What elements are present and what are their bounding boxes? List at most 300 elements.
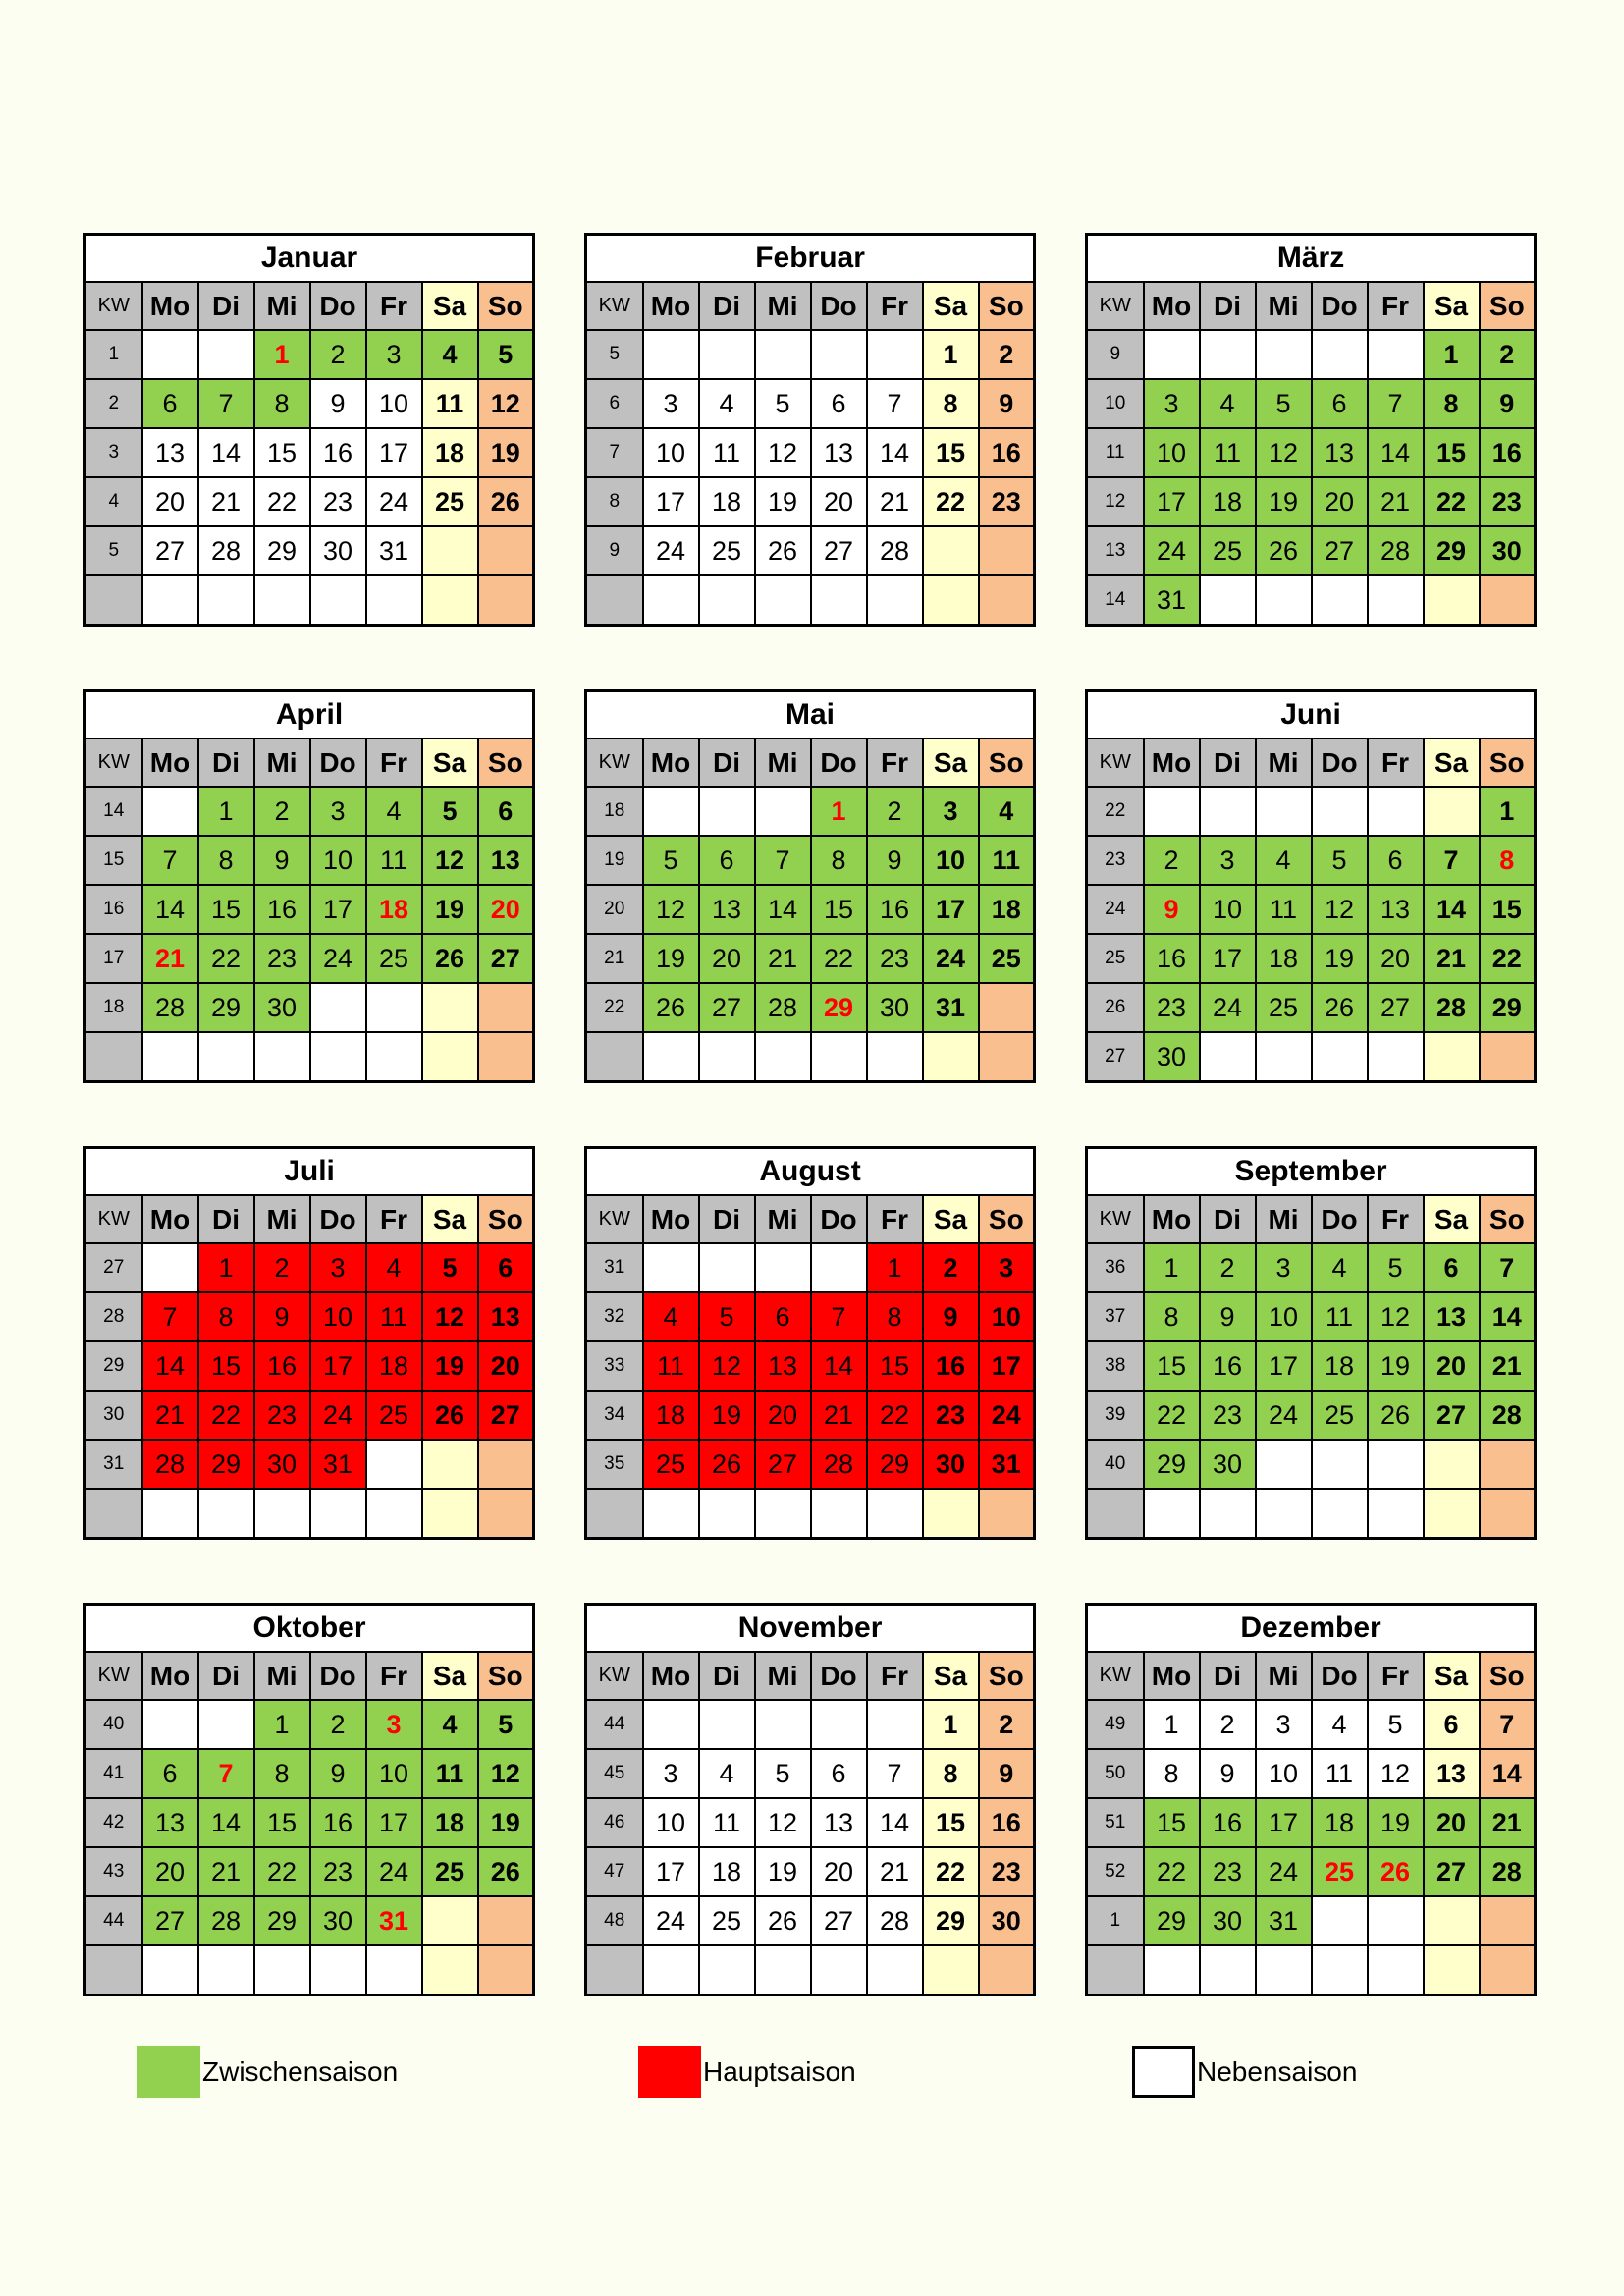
weekday-header-di: Di [1200,1195,1256,1243]
day-cell: 21 [1480,1341,1536,1391]
kw-cell: 10 [1087,379,1144,428]
kw-column-header: KW [586,1652,643,1700]
day-cell: 19 [478,1798,534,1847]
weekday-header-fr: Fr [867,1652,923,1700]
kw-cell: 39 [1087,1391,1144,1440]
day-cell: 22 [1480,934,1536,983]
day-cell: 4 [1312,1243,1368,1292]
empty-day-cell [811,1032,867,1082]
day-cell: 6 [1424,1700,1480,1749]
day-cell: 2 [923,1243,979,1292]
day-cell: 25 [1256,983,1312,1032]
weekday-header-fr: Fr [366,1652,422,1700]
day-cell: 7 [1368,379,1424,428]
day-cell: 13 [1424,1749,1480,1798]
kw-cell: 1 [85,330,142,379]
empty-day-cell [310,1032,366,1082]
weekday-header-fr: Fr [867,738,923,787]
kw-cell: 27 [85,1243,142,1292]
week-row [1087,428,1536,477]
day-cell: 7 [811,1292,867,1341]
day-cell: 25 [1312,1391,1368,1440]
empty-day-cell [1368,1032,1424,1082]
empty-day-cell [1200,1489,1256,1539]
empty-day-cell [1312,787,1368,836]
day-cell: 9 [254,836,310,885]
empty-day-cell [422,983,478,1032]
empty-day-cell [142,787,198,836]
week-row [1087,1896,1536,1945]
weekday-header-mo: Mo [643,1195,699,1243]
weekday-header-sa: Sa [923,738,979,787]
weekday-header-fr: Fr [1368,282,1424,330]
day-cell: 12 [478,379,534,428]
empty-day-cell [310,575,366,626]
kw-cell [586,1489,643,1539]
empty-day-cell [755,1032,811,1082]
week-row [586,575,1035,626]
empty-day-cell [1424,1032,1480,1082]
empty-day-cell [366,1489,422,1539]
week-row [586,1847,1035,1896]
day-cell: 5 [422,1243,478,1292]
day-cell: 30 [1200,1440,1256,1489]
day-cell: 27 [811,1896,867,1945]
day-cell: 30 [310,1896,366,1945]
day-cell: 15 [867,1341,923,1391]
month-title-row [85,691,534,739]
empty-day-cell [1368,787,1424,836]
weekday-header-mo: Mo [643,1652,699,1700]
empty-day-cell [478,983,534,1032]
day-cell: 13 [478,1292,534,1341]
weekday-header-row [1087,738,1536,787]
week-row [586,330,1035,379]
day-cell: 31 [310,1440,366,1489]
weekday-header-sa: Sa [923,282,979,330]
day-cell: 14 [1424,885,1480,934]
empty-day-cell [1200,575,1256,626]
day-cell: 27 [1368,983,1424,1032]
day-cell: 15 [198,1341,254,1391]
day-cell: 20 [142,477,198,526]
week-row [1087,836,1536,885]
empty-day-cell [1144,787,1200,836]
weekday-header-so: So [478,1652,534,1700]
kw-cell: 27 [1087,1032,1144,1082]
day-cell: 7 [1480,1243,1536,1292]
empty-day-cell [1256,1945,1312,1995]
day-cell: 18 [979,885,1035,934]
empty-day-cell [478,1489,534,1539]
week-row [1087,1341,1536,1391]
day-cell: 3 [643,1749,699,1798]
day-cell: 2 [310,330,366,379]
empty-day-cell [1480,1489,1536,1539]
week-row [586,526,1035,575]
weekday-header-row [1087,1195,1536,1243]
day-cell: 19 [1368,1798,1424,1847]
week-row [1087,1847,1536,1896]
day-cell: 19 [755,1847,811,1896]
empty-day-cell [1480,1032,1536,1082]
month-title-row [85,235,534,283]
week-row [85,1292,534,1341]
kw-column-header: KW [1087,738,1144,787]
day-cell: 10 [643,1798,699,1847]
day-cell: 12 [1256,428,1312,477]
day-cell: 30 [1144,1032,1200,1082]
empty-day-cell [699,1700,755,1749]
kw-column-header: KW [586,282,643,330]
day-cell: 30 [310,526,366,575]
month-title-mai: Mai [586,691,1035,739]
kw-cell [586,1032,643,1082]
kw-cell: 40 [1087,1440,1144,1489]
weekday-header-sa: Sa [422,282,478,330]
day-cell: 14 [867,1798,923,1847]
month-table-februar [584,233,1036,627]
day-cell: 16 [867,885,923,934]
weekday-header-mi: Mi [1256,1195,1312,1243]
month-title-februar: Februar [586,235,1035,283]
day-cell: 1 [811,787,867,836]
kw-cell [85,575,142,626]
day-cell: 4 [422,1700,478,1749]
day-cell: 8 [198,836,254,885]
day-cell: 19 [478,428,534,477]
weekday-header-mi: Mi [1256,738,1312,787]
day-cell: 16 [1200,1798,1256,1847]
day-cell: 9 [867,836,923,885]
kw-column-header: KW [85,282,142,330]
empty-day-cell [811,1700,867,1749]
week-row [85,1945,534,1995]
empty-day-cell [1200,1032,1256,1082]
day-cell: 11 [366,1292,422,1341]
week-row [1087,477,1536,526]
day-cell: 10 [1256,1749,1312,1798]
weekday-header-fr: Fr [366,738,422,787]
day-cell: 20 [1424,1798,1480,1847]
day-cell: 1 [1144,1700,1200,1749]
weekday-header-mi: Mi [254,1652,310,1700]
empty-day-cell [1368,1896,1424,1945]
empty-day-cell [811,1945,867,1995]
week-row [586,1032,1035,1082]
day-cell: 15 [811,885,867,934]
day-cell: 12 [1368,1749,1424,1798]
day-cell: 27 [811,526,867,575]
empty-day-cell [1368,1489,1424,1539]
day-cell: 25 [1312,1847,1368,1896]
kw-cell: 38 [1087,1341,1144,1391]
day-cell: 8 [811,836,867,885]
day-cell: 10 [1256,1292,1312,1341]
day-cell: 5 [755,379,811,428]
day-cell: 4 [366,1243,422,1292]
month-title-april: April [85,691,534,739]
day-cell: 7 [142,836,198,885]
day-cell: 17 [310,1341,366,1391]
day-cell: 7 [142,1292,198,1341]
day-cell: 22 [1424,477,1480,526]
day-cell: 26 [755,1896,811,1945]
day-cell: 20 [699,934,755,983]
day-cell: 10 [310,836,366,885]
day-cell: 30 [1200,1896,1256,1945]
weekday-header-sa: Sa [1424,282,1480,330]
kw-cell: 42 [85,1798,142,1847]
day-cell: 23 [867,934,923,983]
weekday-header-mi: Mi [755,738,811,787]
week-row [85,1341,534,1391]
day-cell: 7 [198,379,254,428]
empty-day-cell [422,1032,478,1082]
day-cell: 11 [366,836,422,885]
weekday-header-di: Di [198,1652,254,1700]
empty-day-cell [811,1489,867,1539]
kw-cell: 6 [586,379,643,428]
day-cell: 24 [366,1847,422,1896]
day-cell: 5 [1312,836,1368,885]
weekday-header-sa: Sa [923,1652,979,1700]
week-row [1087,885,1536,934]
empty-day-cell [643,787,699,836]
day-cell: 16 [923,1341,979,1391]
day-cell: 14 [755,885,811,934]
day-cell: 27 [142,1896,198,1945]
kw-cell: 12 [1087,477,1144,526]
empty-day-cell [1144,1489,1200,1539]
week-row [85,1847,534,1896]
day-cell: 11 [1312,1749,1368,1798]
week-row [85,787,534,836]
weekday-header-di: Di [699,738,755,787]
kw-cell: 47 [586,1847,643,1896]
day-cell: 16 [254,1341,310,1391]
day-cell: 19 [1368,1341,1424,1391]
empty-day-cell [1256,1032,1312,1082]
day-cell: 10 [1200,885,1256,934]
kw-cell [1087,1489,1144,1539]
weekday-header-so: So [979,738,1035,787]
weekday-header-di: Di [198,738,254,787]
weekday-header-mi: Mi [254,1195,310,1243]
day-cell: 25 [366,1391,422,1440]
weekday-header-so: So [979,1652,1035,1700]
day-cell: 24 [979,1391,1035,1440]
weekday-header-so: So [478,1195,534,1243]
week-row [85,1798,534,1847]
weekday-header-di: Di [1200,1652,1256,1700]
kw-cell: 26 [1087,983,1144,1032]
day-cell: 21 [867,477,923,526]
kw-cell: 51 [1087,1798,1144,1847]
week-row [85,1391,534,1440]
day-cell: 2 [254,787,310,836]
week-row [586,1243,1035,1292]
empty-day-cell [1200,330,1256,379]
week-row [586,787,1035,836]
weekday-header-sa: Sa [923,1195,979,1243]
day-cell: 29 [198,983,254,1032]
empty-day-cell [1144,1945,1200,1995]
weekday-header-row [1087,282,1536,330]
week-row [1087,1292,1536,1341]
day-cell: 6 [699,836,755,885]
legend-label-nebensaison: Nebensaison [1197,2055,1358,2087]
kw-cell: 8 [586,477,643,526]
weekday-header-row [1087,1652,1536,1700]
day-cell: 13 [1312,428,1368,477]
day-cell: 10 [1144,428,1200,477]
weekday-header-sa: Sa [1424,1652,1480,1700]
day-cell: 20 [811,1847,867,1896]
empty-day-cell [643,330,699,379]
weekday-header-so: So [1480,1652,1536,1700]
kw-cell: 18 [85,983,142,1032]
day-cell: 22 [254,1847,310,1896]
day-cell: 28 [867,526,923,575]
day-cell: 22 [867,1391,923,1440]
day-cell: 10 [310,1292,366,1341]
weekday-header-di: Di [699,282,755,330]
kw-cell: 9 [1087,330,1144,379]
day-cell: 3 [310,1243,366,1292]
day-cell: 13 [478,836,534,885]
day-cell: 26 [1368,1847,1424,1896]
empty-day-cell [1424,1440,1480,1489]
day-cell: 4 [643,1292,699,1341]
day-cell: 11 [699,428,755,477]
week-row [85,379,534,428]
week-row [1087,983,1536,1032]
day-cell: 23 [254,934,310,983]
empty-day-cell [254,1032,310,1082]
empty-day-cell [1480,1896,1536,1945]
day-cell: 26 [422,1391,478,1440]
kw-cell: 22 [1087,787,1144,836]
kw-cell: 29 [85,1341,142,1391]
week-row [1087,379,1536,428]
day-cell: 4 [422,330,478,379]
kw-cell: 52 [1087,1847,1144,1896]
day-cell: 2 [867,787,923,836]
weekday-header-row [586,1195,1035,1243]
kw-cell: 50 [1087,1749,1144,1798]
empty-day-cell [478,1896,534,1945]
day-cell: 17 [310,885,366,934]
weekday-header-mo: Mo [142,1195,198,1243]
day-cell: 19 [422,885,478,934]
week-row [586,1489,1035,1539]
day-cell: 20 [478,1341,534,1391]
week-row [586,1945,1035,1995]
day-cell: 17 [366,428,422,477]
weekday-header-mi: Mi [254,738,310,787]
empty-day-cell [1368,1440,1424,1489]
day-cell: 14 [198,1798,254,1847]
day-cell: 23 [979,1847,1035,1896]
weekday-header-fr: Fr [1368,738,1424,787]
kw-cell [85,1032,142,1082]
day-cell: 1 [923,1700,979,1749]
day-cell: 6 [142,379,198,428]
empty-day-cell [923,575,979,626]
empty-day-cell [310,1945,366,1995]
empty-day-cell [699,330,755,379]
day-cell: 10 [979,1292,1035,1341]
day-cell: 12 [699,1341,755,1391]
weekday-header-di: Di [1200,282,1256,330]
empty-day-cell [1312,575,1368,626]
empty-day-cell [1200,787,1256,836]
empty-day-cell [699,1243,755,1292]
kw-cell: 14 [1087,575,1144,626]
month-title-row [586,691,1035,739]
empty-day-cell [198,1032,254,1082]
empty-day-cell [979,575,1035,626]
day-cell: 25 [366,934,422,983]
day-cell: 21 [867,1847,923,1896]
day-cell: 7 [867,379,923,428]
day-cell: 6 [811,379,867,428]
day-cell: 18 [1256,934,1312,983]
day-cell: 16 [1480,428,1536,477]
day-cell: 7 [1424,836,1480,885]
kw-cell: 41 [85,1749,142,1798]
day-cell: 14 [142,1341,198,1391]
weekday-header-fr: Fr [867,1195,923,1243]
day-cell: 15 [198,885,254,934]
kw-cell: 45 [586,1749,643,1798]
day-cell: 24 [1256,1847,1312,1896]
day-cell: 28 [1424,983,1480,1032]
week-row [85,1700,534,1749]
day-cell: 8 [198,1292,254,1341]
day-cell: 27 [1424,1847,1480,1896]
day-cell: 23 [254,1391,310,1440]
empty-day-cell [979,1945,1035,1995]
empty-day-cell [422,575,478,626]
week-row [85,836,534,885]
weekday-header-mo: Mo [1144,1652,1200,1700]
empty-day-cell [755,787,811,836]
weekday-header-mo: Mo [643,738,699,787]
week-row [586,1391,1035,1440]
day-cell: 18 [699,477,755,526]
day-cell: 28 [867,1896,923,1945]
empty-day-cell [1368,330,1424,379]
month-table-mai [584,689,1036,1083]
month-title-januar: Januar [85,235,534,283]
day-cell: 12 [643,885,699,934]
empty-day-cell [310,1489,366,1539]
day-cell: 16 [1144,934,1200,983]
day-cell: 5 [643,836,699,885]
day-cell: 4 [1200,379,1256,428]
day-cell: 24 [366,477,422,526]
empty-day-cell [254,1945,310,1995]
weekday-header-sa: Sa [422,1652,478,1700]
weekday-header-row [586,282,1035,330]
day-cell: 16 [979,428,1035,477]
empty-day-cell [1312,1032,1368,1082]
kw-cell: 20 [586,885,643,934]
day-cell: 23 [1200,1847,1256,1896]
day-cell: 31 [366,526,422,575]
